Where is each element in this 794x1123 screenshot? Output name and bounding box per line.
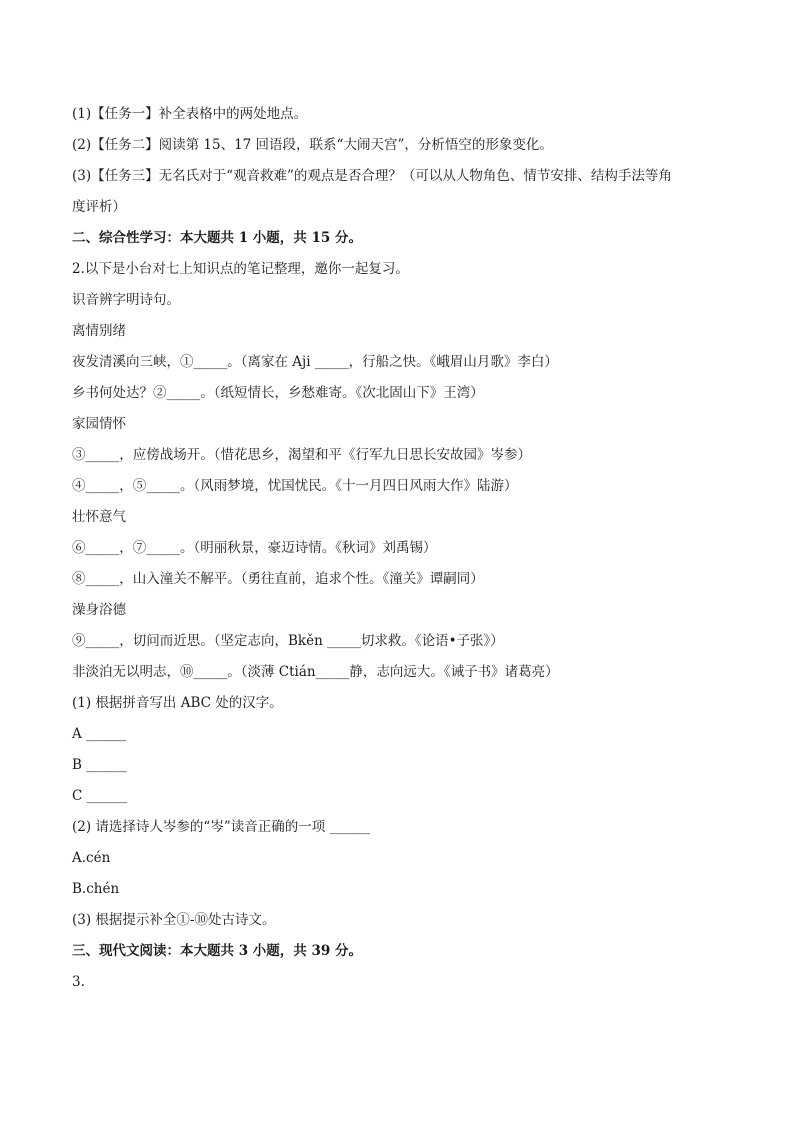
text-line: (3) 根据提示补全①-⑩处古诗文。 [72,912,276,928]
text-line: B.chén [72,881,120,897]
text-line: B ______ [72,757,127,773]
text-line: 2.以下是小台对七上知识点的笔记整理，邀你一起复习。 [72,261,409,277]
text-line: ④_____，⑤_____。（风雨梦境，忧国忧民。《十一月四日风雨大作》陆游） [72,478,518,494]
text-line: A ______ [72,726,127,742]
text-line: ③_____，应傍战场开。（惜花思乡，渴望和平《行军九日思长安故园》岑参） [72,447,531,463]
text-line: 澡身浴德 [72,602,126,618]
text-line: 识音辨字明诗句。 [72,292,180,308]
text-line: (1)【任务一】补全表格中的两处地点。 [72,106,308,122]
text-line: 家园情怀 [72,416,126,432]
text-line: ⑥_____，⑦_____。（明丽秋景，豪迈诗情。《秋词》刘禹锡） [72,540,437,556]
text-line: 非淡泊无以明志，⑩_____。（淡薄 Ctián_____静，志向远大。《诫子书》诸葛亮） [72,664,559,680]
text-line: ⑨_____，切问而近思。（坚定志向，Bkěn _____切求救。《论语•子张》） [72,633,504,649]
text-line: (2) 请选择诗人岑参的“岑”读音正确的一项 ______ [72,819,371,835]
text-line: 3. [72,974,85,990]
section-heading: 二、综合性学习：本大题共 1 小题，共 15 分。 [72,230,362,246]
text-line: (1) 根据拼音写出 ABC 处的汉字。 [72,695,283,711]
text-line: (2)【任务二】阅读第 15、17 回语段，联系“大闹天宫”，分析悟空的形象变化。 [72,137,553,153]
text-line: 夜发清溪向三峡，①_____。（离家在 Aji _____，行船之快。《峨眉山月歌》李白） [72,354,558,370]
text-line: 离情别绪 [72,323,126,339]
text-line: 度评析） [72,199,126,215]
text-line: C ______ [72,788,128,804]
text-line: 壮怀意气 [72,509,126,525]
text-line: ⑧_____，山入潼关不解平。（勇往直前，追求个性。《潼关》谭嗣同） [72,571,484,587]
text-line: 乡书何处达？②_____。（纸短情长，乡愁难寄。《次北固山下》王湾） [72,385,484,401]
text-line: (3)【任务三】无名氏对于“观音救难”的观点是否合理？（可以从人物角色、情节安排、结构手法等角 [72,168,672,184]
text-line: A.cén [72,850,111,866]
section-heading: 三、现代文阅读：本大题共 3 小题，共 39 分。 [72,943,362,959]
